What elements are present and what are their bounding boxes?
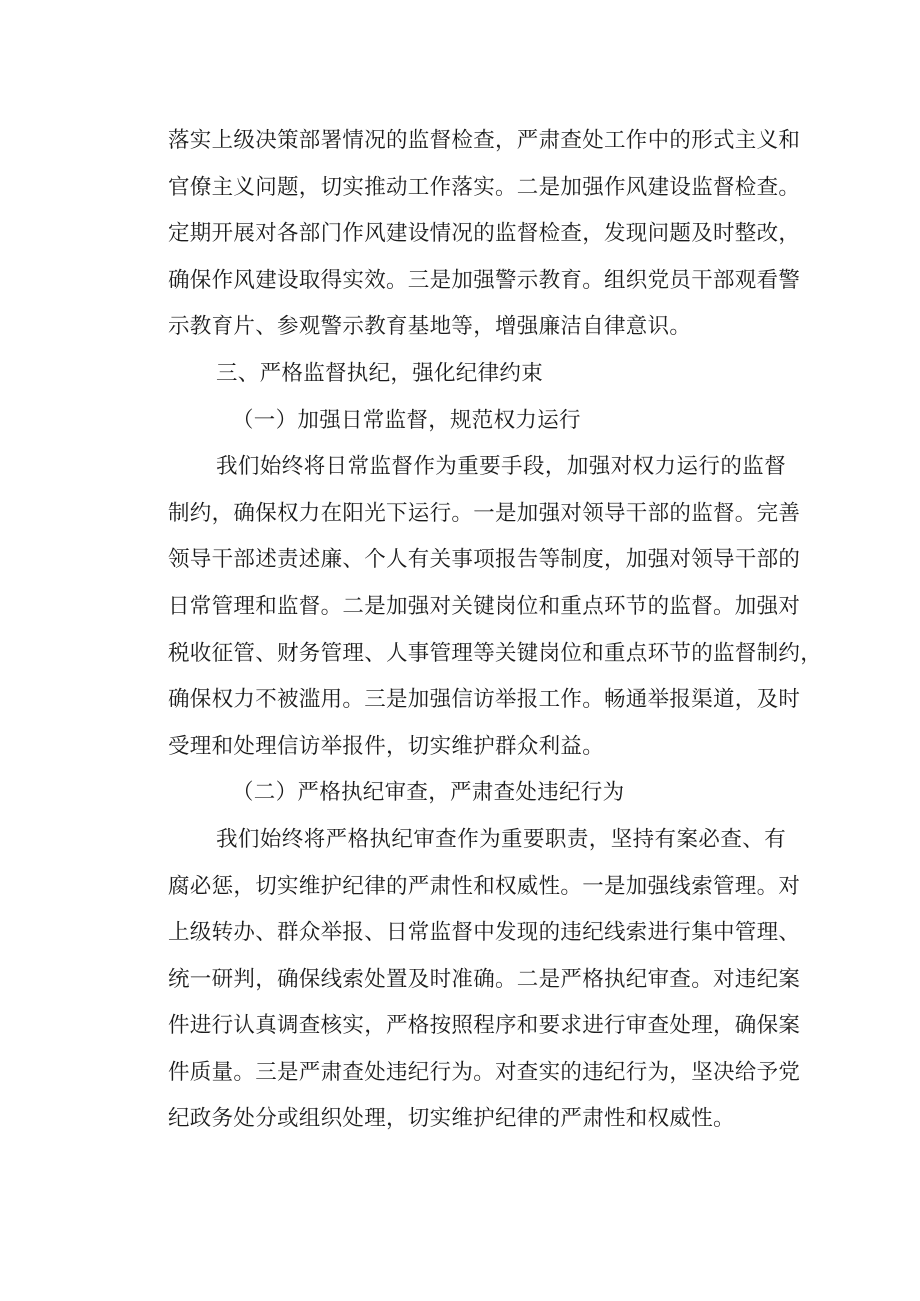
paragraph-line: 腐必惩，切实维护纪律的严肃性和权威性。一是加强线索管理。对	[168, 873, 801, 899]
paragraph-line: 确保权力不被滥用。三是加强信访举报工作。畅通举报渠道，及时	[168, 687, 801, 713]
paragraph-line: 统一研判，确保线索处置及时准确。二是严格执纪审查。对违纪案	[168, 966, 801, 992]
paragraph-line: 制约，确保权力在阳光下运行。一是加强对领导干部的监督。完善	[168, 500, 801, 526]
subsection-heading: （一）加强日常监督，规范权力运行	[232, 407, 581, 433]
paragraph-line: 领导干部述责述廉、个人有关事项报告等制度，加强对领导干部的	[168, 547, 801, 573]
paragraph-line: 落实上级决策部署情况的监督检查，严肃查处工作中的形式主义和	[168, 128, 801, 153]
paragraph-line: 件质量。三是严肃查处违纪行为。对查实的违纪行为，坚决给予党	[168, 1059, 801, 1085]
paragraph-line: 受理和处理信访举报件，切实维护群众利益。	[168, 733, 605, 759]
paragraph-line: 日常管理和监督。二是加强对关键岗位和重点环节的监督。加强对	[168, 593, 801, 619]
paragraph-line: 定期开展对各部门作风建设情况的监督检查，发现问题及时整改，	[168, 221, 801, 247]
paragraph-line: 上级转办、群众举报、日常监督中发现的违纪线索进行集中管理、	[168, 920, 801, 946]
paragraph-line: 件进行认真调查核实，严格按照程序和要求进行审查处理，确保案	[168, 1013, 801, 1039]
paragraph-line: 纪政务处分或组织处理，切实维护纪律的严肃性和权威性。	[168, 1106, 735, 1132]
section-heading: 三、严格监督执纪，强化纪律约束	[216, 360, 544, 386]
paragraph-line: 确保作风建设取得实效。三是加强警示教育。组织党员干部观看警	[168, 267, 801, 293]
document-body	[168, 118, 823, 1143]
paragraph-line: 官僚主义问题，切实推动工作落实。二是加强作风建设监督检查。	[168, 174, 801, 200]
paragraph-line: 税收征管、财务管理、人事管理等关键岗位和重点环节的监督制约，	[168, 640, 823, 666]
paragraph-line: 我们始终将日常监督作为重要手段，加强对权力运行的监督	[216, 454, 786, 480]
paragraph-line: 示教育片、参观警示教育基地等，增强廉洁自律意识。	[168, 314, 692, 340]
paragraph-line: 我们始终将严格执纪审查作为重要职责，坚持有案必查、有	[216, 826, 786, 852]
subsection-heading: （二）严格执纪审查，严肃查处违纪行为	[232, 780, 625, 806]
